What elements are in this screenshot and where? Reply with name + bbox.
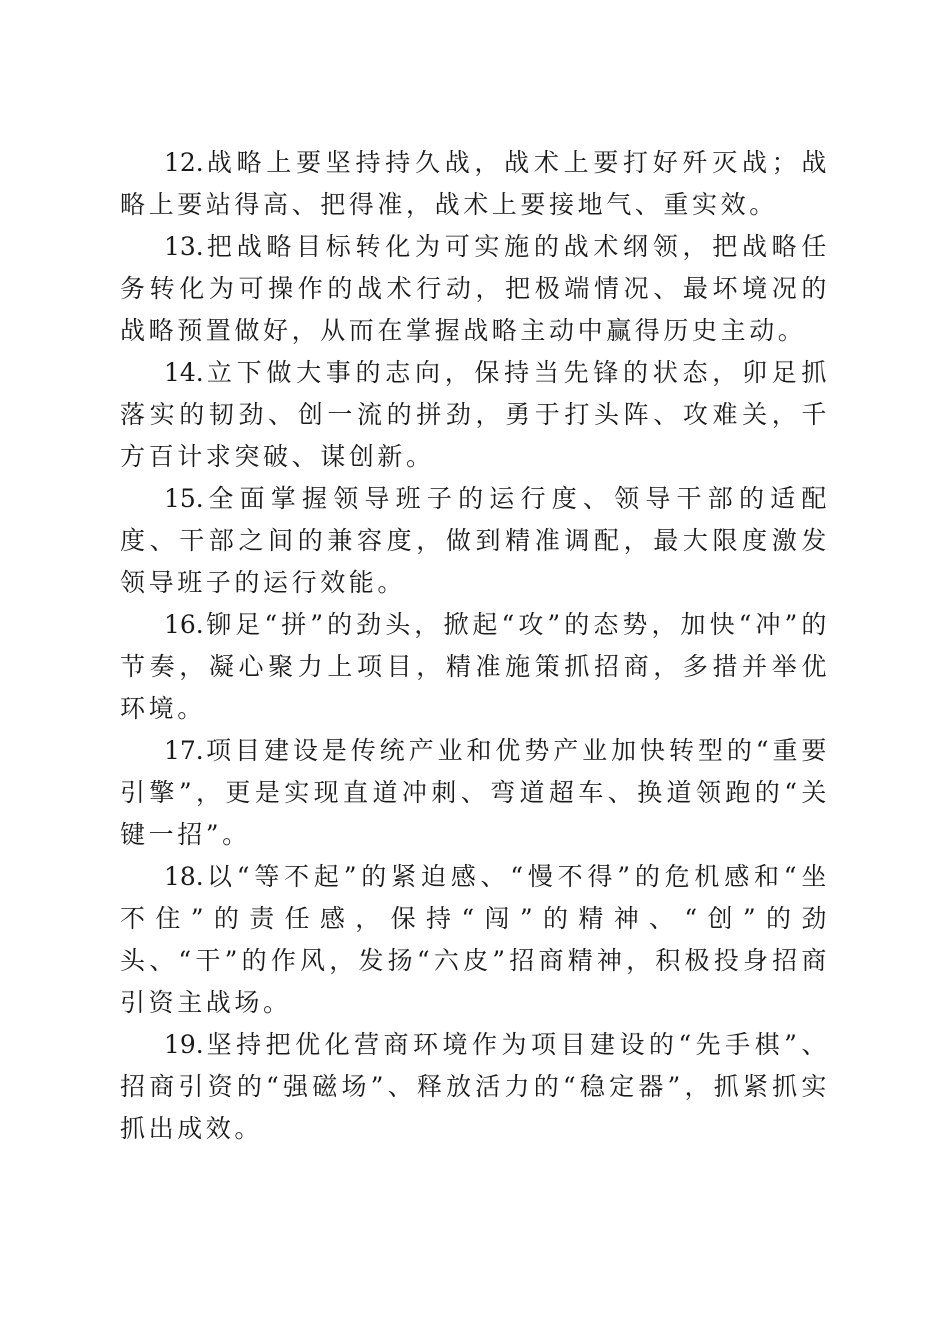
paragraph-19 <box>120 1024 830 1150</box>
paragraph-number: 15. <box>164 484 204 513</box>
paragraph-number: 16. <box>164 610 204 639</box>
paragraph-number: 18. <box>164 862 204 891</box>
document-body <box>120 142 830 1150</box>
paragraph-15 <box>120 478 830 604</box>
paragraph-13 <box>120 226 830 352</box>
paragraph-12 <box>120 142 830 226</box>
paragraph-18 <box>120 856 830 1024</box>
paragraph-number: 19. <box>164 1030 204 1059</box>
paragraph-text: 战略上要坚持持久战，战术上要打好歼灭战；战略上要站得高、把得准，战术上要接地气、重实效。 <box>120 148 830 219</box>
paragraph-16 <box>120 604 830 730</box>
paragraph-number: 12. <box>164 148 204 177</box>
paragraph-14 <box>120 352 830 478</box>
paragraph-text: 全面掌握领导班子的运行度、领导干部的适配度、干部之间的兼容度，做到精准调配，最大限度激发领导班子的运行效能。 <box>120 484 830 597</box>
paragraph-text: 把战略目标转化为可实施的战术纲领，把战略任务转化为可操作的战术行动，把极端情况、最坏境况的战略预置做好，从而在掌握战略主动中赢得历史主动。 <box>120 232 830 345</box>
paragraph-text: 坚持把优化营商环境作为项目建设的“先手棋”、招商引资的“强磁场”、释放活力的“稳定器”，抓紧抓实抓出成效。 <box>120 1030 830 1143</box>
paragraph-text: 项目建设是传统产业和优势产业加快转型的“重要引擎”，更是实现直道冲刺、弯道超车、换道领跑的“关键一招”。 <box>120 736 830 849</box>
paragraph-17 <box>120 730 830 856</box>
paragraph-text: 以“等不起”的紧迫感、“慢不得”的危机感和“坐不住”的责任感，保持“闯”的精神、“创”的劲头、“干”的作风，发扬“六皮”招商精神，积极投身招商引资主战场。 <box>120 862 830 1017</box>
paragraph-number: 17. <box>164 736 204 765</box>
paragraph-number: 13. <box>164 232 204 261</box>
paragraph-text: 铆足“拼”的劲头，掀起“攻”的态势，加快“冲”的节奏，凝心聚力上项目，精准施策抓招商，多措并举优环境。 <box>120 610 830 723</box>
paragraph-number: 14. <box>164 358 204 387</box>
paragraph-text: 立下做大事的志向，保持当先锋的状态，卯足抓落实的韧劲、创一流的拼劲，勇于打头阵、攻难关，千方百计求突破、谋创新。 <box>120 358 830 471</box>
